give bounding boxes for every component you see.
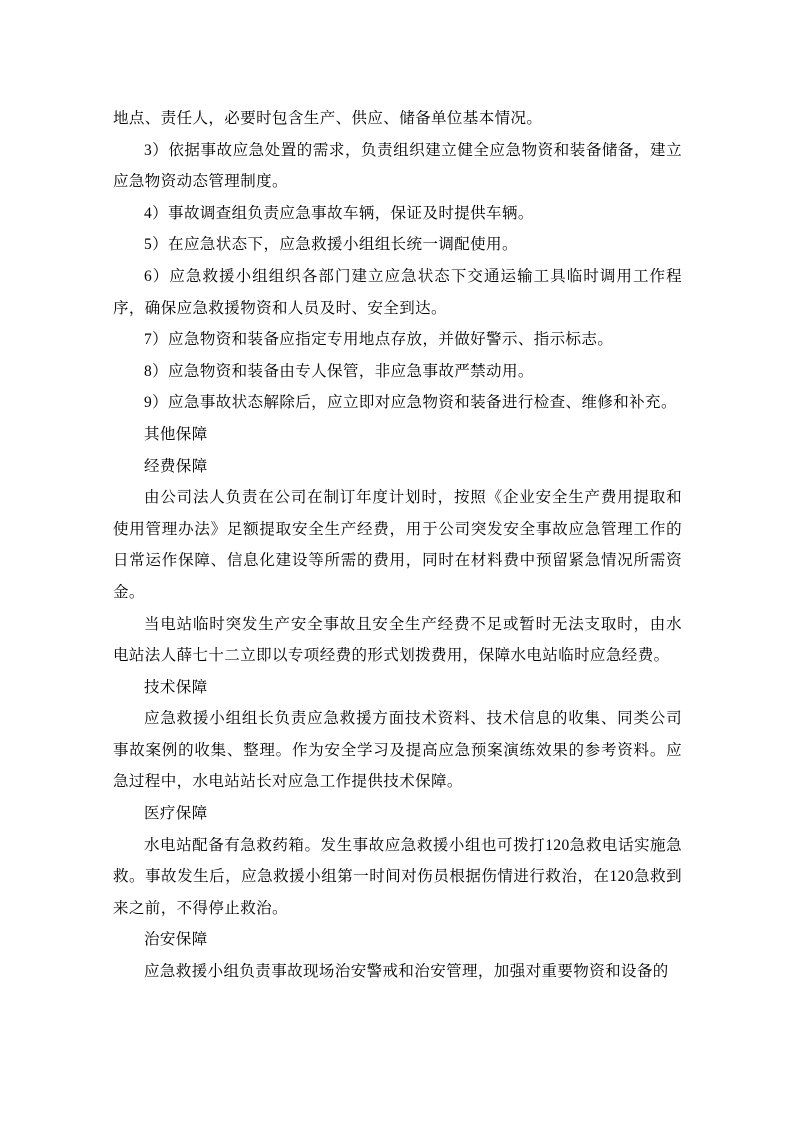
paragraph: 应急救援小组组长负责应急救援方面技术资料、技术信息的收集、同类公司事故案例的收集、整理。作为安全学习及提高应急预案演练效果的参考资料。应急过程中，水电站站长对应急工作提供技术保障。 <box>113 710 682 791</box>
paragraph: 3）依据事故应急处置的需求，负责组织建立健全应急物资和装备储备，建立应急物资动态管理制度。 <box>113 141 682 191</box>
paragraph: 4）事故调查组负责应急事故车辆，保证及时提供车辆。 <box>144 204 534 222</box>
paragraph: 其他保障 <box>144 425 208 443</box>
paragraph: 治安保障 <box>144 931 208 949</box>
paragraph: 由公司法人负责在公司在制订年度计划时，按照《企业安全生产费用提取和使用管理办法》足额提取安全生产经费，用于公司突发安全事故应急管理工作的日常运作保障、信息化建设等所需的费用，同时在材料费中预留紧急情况所需资金。 <box>113 489 682 601</box>
document-body <box>113 103 682 988</box>
paragraph: 水电站配备有急救药箱。发生事故应急救援小组也可拨打120急救电话实施急救。事故发生后，应急救援小组第一时间对伤员根据伤情进行救治，在120急救到来之前，不得停止救治。 <box>113 836 682 917</box>
paragraph: 地点、责任人，必要时包含生产、供应、储备单位基本情况。 <box>113 110 543 127</box>
paragraph: 8）应急物资和装备由专人保管，非应急事故严禁动用。 <box>144 362 534 380</box>
paragraph: 技术保障 <box>144 678 208 696</box>
paragraph: 应急救援小组负责事故现场治安警戒和治安管理，加强对重要物资和设备的 <box>144 963 669 981</box>
paragraph: 6）应急救援小组组织各部门建立应急状态下交通运输工具临时调用工作程序，确保应急救援物资和人员及时、安全到达。 <box>113 267 682 317</box>
paragraph: 9）应急事故状态解除后，应立即对应急物资和装备进行检查、维修和补充。 <box>144 394 677 412</box>
paragraph: 当电站临时突发生产安全事故且安全生产经费不足或暂时无法支取时，由水电站法人薛七十二立即以专项经费的形式划拨费用，保障水电站临时应急经费。 <box>113 615 682 665</box>
paragraph: 经费保障 <box>144 457 208 475</box>
paragraph: 医疗保障 <box>144 805 208 823</box>
paragraph: 5）在应急状态下，应急救援小组组长统一调配使用。 <box>144 236 518 254</box>
paragraph: 7）应急物资和装备应指定专用地点存放，并做好警示、指示标志。 <box>144 331 614 349</box>
